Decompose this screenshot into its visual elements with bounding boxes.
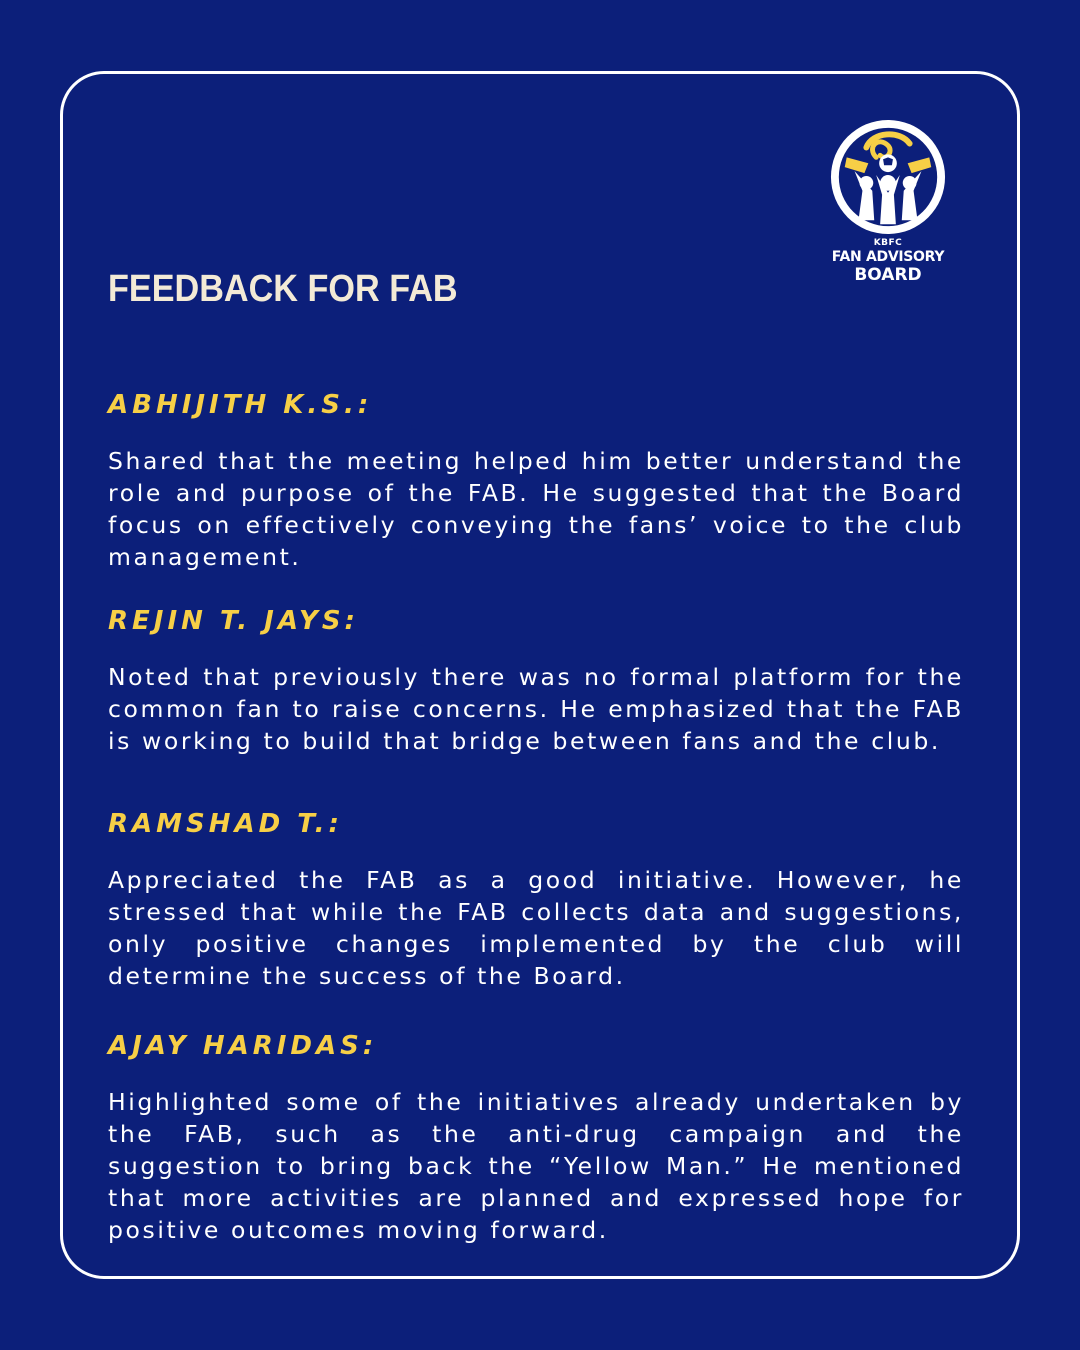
fan-advisory-board-logo — [820, 118, 956, 284]
logo-fan-advisory-text: FAN ADVISORY — [831, 249, 945, 265]
logo-kbfc-text: KBFC — [873, 238, 903, 248]
feedback-name-1: ABHIJITH K.S.: — [108, 390, 373, 420]
feedback-text-4: Highlighted some of the initiatives already undertaken by the FAB, such as the anti-drug campaign and the suggestion to bring back the “Yellow Man.” He mentioned that more activities are planned and expressed hope for positive outcomes moving forward. — [108, 1088, 964, 1244]
fan-crest-icon — [829, 118, 947, 236]
feedback-name-4: AJAY HARIDAS: — [108, 1031, 378, 1061]
feedback-name-3: RAMSHAD T.: — [108, 809, 343, 839]
page-title: FEEDBACK FOR FAB — [108, 268, 458, 310]
feedback-text-1: Shared that the meeting helped him better understand the role and purpose of the FAB. He suggested that the Board focus on effectively conveying the fans’ voice to the club management. — [108, 447, 964, 571]
feedback-text-2: Noted that previously there was no formal platform for the common fan to raise concerns. He emphasized that the FAB is working to build that bridge between fans and the club. — [108, 663, 964, 755]
feedback-text-3: Appreciated the FAB as a good initiative. However, he stressed that while the FAB collects data and suggestions, only positive changes implemented by the club will determine the success of the Board. — [108, 866, 964, 990]
logo-board-text: BOARD — [854, 265, 922, 285]
feedback-name-2: REJIN T. JAYS: — [108, 606, 359, 636]
